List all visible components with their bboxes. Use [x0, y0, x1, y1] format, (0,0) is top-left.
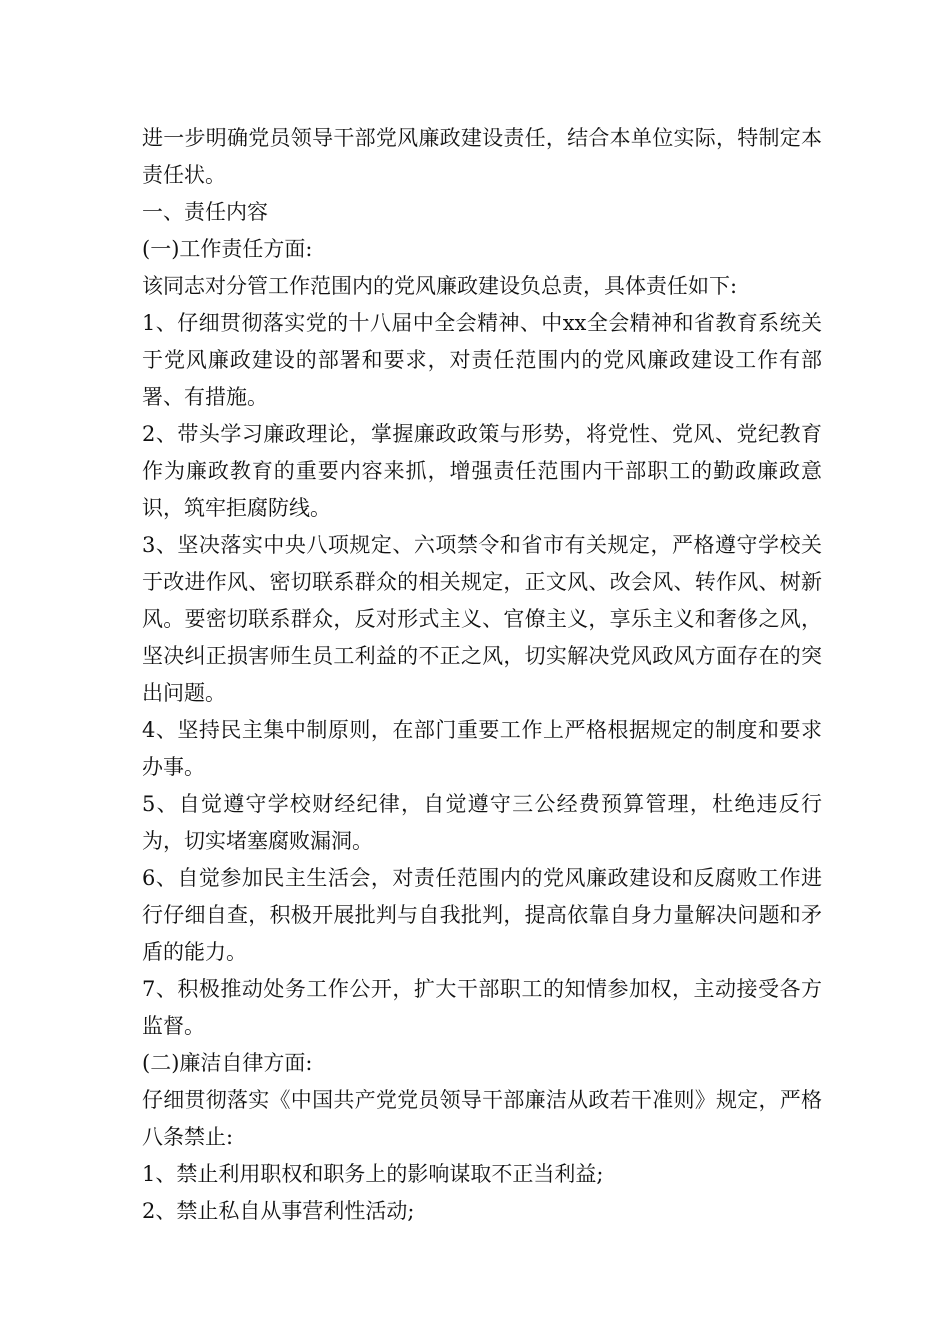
list-item-work-5: 5、自觉遵守学校财经纪律，自觉遵守三公经费预算管理，杜绝违反行为，切实堵塞腐败漏洞。 [142, 792, 822, 853]
paragraph-intro: 进一步明确党员领导干部党风廉政建设责任，结合本单位实际，特制定本责任状。 [142, 126, 822, 187]
list-item-work-3: 3、坚决落实中央八项规定、六项禁令和省市有关规定，严格遵守学校关于改进作风、密切联系群众的相关规定，正文风、改会风、转作风、树新风。要密切联系群众，反对形式主义、官僚主义，享乐主义和奢侈之风，坚决纠正损害师生员工利益的不正之风，切实解决党风政风方面存在的突出问题。 [142, 533, 822, 705]
paragraph-work-summary: 该同志对分管工作范围内的党风廉政建设负总责，具体责任如下: [142, 274, 738, 298]
section-heading-responsibility: 一、责任内容 [142, 200, 268, 224]
document-body [142, 120, 822, 1230]
list-item-work-1: 1、仔细贯彻落实党的十八届中全会精神、中xx全会精神和省教育系统关于党风廉政建设的部署和要求，对责任范围内的党风廉政建设工作有部署、有措施。 [142, 311, 822, 409]
list-item-work-7: 7、积极推动处务工作公开，扩大干部职工的知情参加权，主动接受各方监督。 [142, 977, 822, 1038]
subsection-heading-work: (一)工作责任方面: [142, 237, 313, 261]
subsection-heading-integrity: (二)廉洁自律方面: [142, 1051, 313, 1075]
paragraph-integrity-summary: 仔细贯彻落实《中国共产党党员领导干部廉洁从政若干准则》规定，严格八条禁止: [142, 1088, 822, 1149]
list-item-work-4: 4、坚持民主集中制原则，在部门重要工作上严格根据规定的制度和要求办事。 [142, 718, 822, 779]
list-item-work-2: 2、带头学习廉政理论，掌握廉政政策与形势，将党性、党风、党纪教育作为廉政教育的重要内容来抓，增强责任范围内干部职工的勤政廉政意识，筑牢拒腐防线。 [142, 422, 822, 520]
list-item-prohibition-2: 2、禁止私自从事营利性活动; [142, 1199, 415, 1223]
list-item-work-6: 6、自觉参加民主生活会，对责任范围内的党风廉政建设和反腐败工作进行仔细自查，积极开展批判与自我批判，提高依靠自身力量解决问题和矛盾的能力。 [142, 866, 822, 964]
list-item-prohibition-1: 1、禁止利用职权和职务上的影响谋取不正当利益; [142, 1162, 604, 1186]
